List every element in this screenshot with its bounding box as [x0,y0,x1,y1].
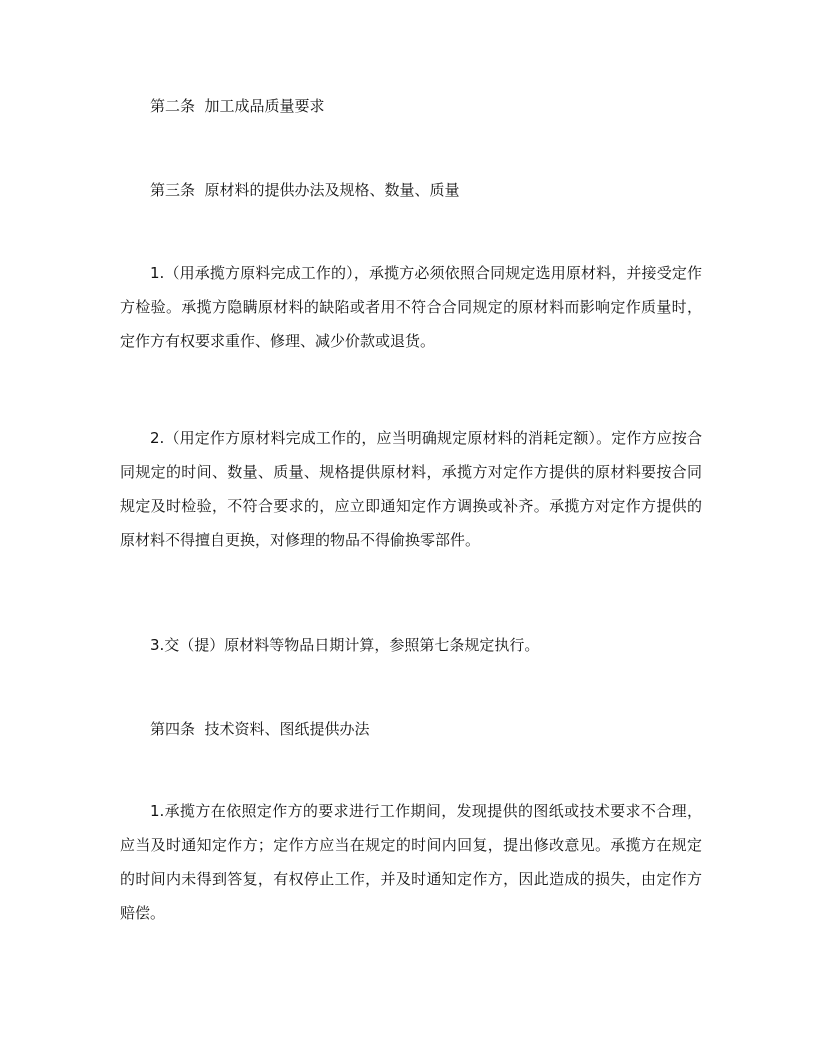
article-4-heading: 第四条 技术资料、图纸提供办法 [150,720,370,738]
article-3-item-3: 3.交（提）原材料等物品日期计算，参照第七条规定执行。 [150,636,540,654]
article-2-heading: 第二条 加工成品质量要求 [150,97,325,115]
article-3-item-1: 1.（用承揽方原料完成工作的），承揽方必须依照合同规定选用原材料，并接受定作方检验。承揽方隐瞒原材料的缺陷或者用不符合合同规定的原材料而影响定作质量时，定作方有权要求重作、修理、减少价款或退货。 [120,264,702,350]
article-4-item-1: 1.承揽方在依照定作方的要求进行工作期间，发现提供的图纸或技术要求不合理，应当及时通知定作方；定作方应当在规定的时间内回复，提出修改意见。承揽方在规定的时间内未得到答复，有权停止工作，并及时通知定作方，因此造成的损失，由定作方赔偿。 [120,802,702,922]
article-3-item-2: 2.（用定作方原材料完成工作的，应当明确规定原材料的消耗定额）。定作方应按合同规定的时间、数量、质量、规格提供原材料，承揽方对定作方提供的原材料要按合同规定及时检验，不符合要求的，应立即通知定作方调换或补齐。承揽方对定作方提供的原材料不得擅自更换，对修理的物品不得偷换零部件。 [120,429,702,549]
article-3-heading: 第三条 原材料的提供办法及规格、数量、质量 [150,181,460,199]
